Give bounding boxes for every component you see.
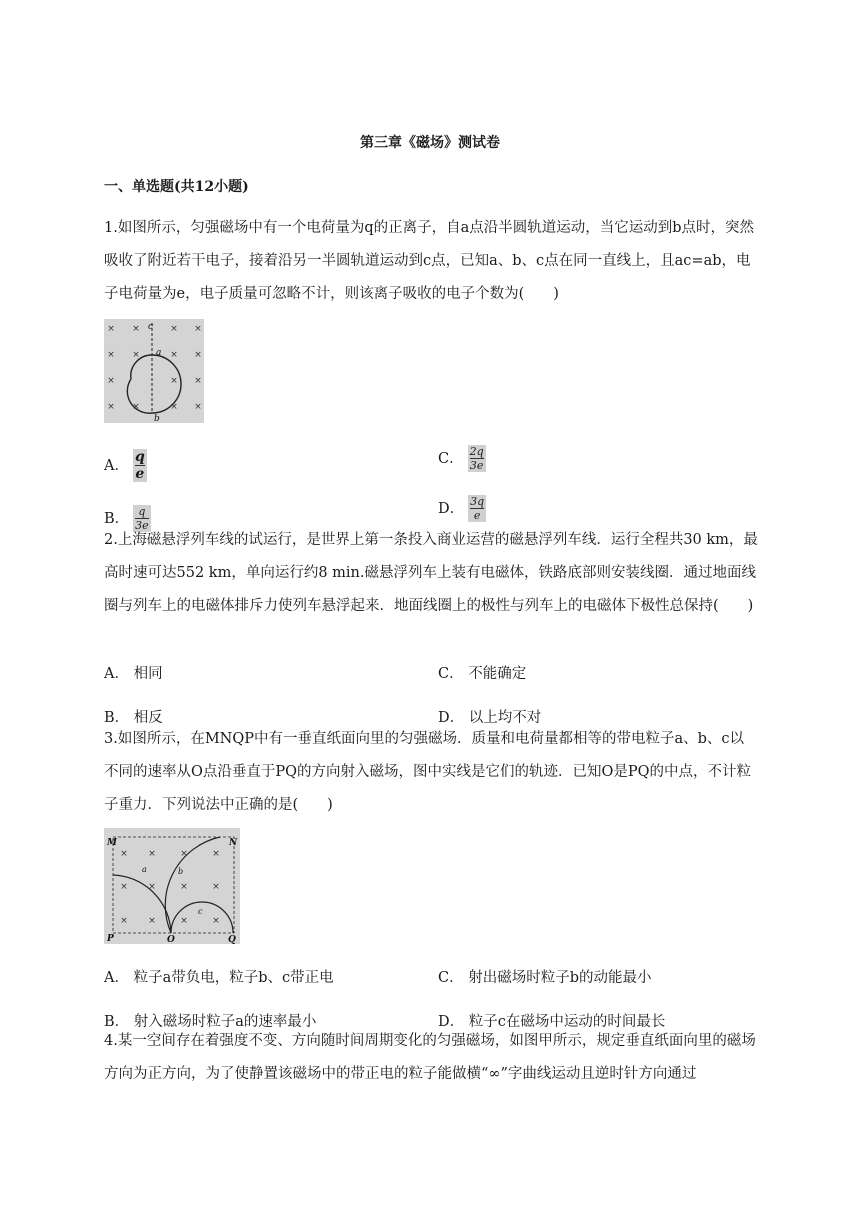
question-1-text: 1.如图所示，匀强磁场中有一个电荷量为q的正离子，自a点沿半圆轨道运动，当它运动到b点时，突然吸收了附近若干电子，接着沿另一半圆轨道运动到c点，已知a、b、c点在同一直线上，且ac=ab，电子电荷量为e，电子质量可忽略不计，则该离子吸收的电子个数为( ): [104, 220, 755, 302]
question-1-figure: [104, 319, 204, 423]
option-label: D．: [438, 710, 465, 726]
svg-text:×: ×: [120, 916, 128, 926]
svg-text:×: ×: [170, 324, 178, 334]
figure-3-label-m: M: [107, 838, 117, 848]
option-label: A．: [104, 666, 129, 682]
svg-text:×: ×: [194, 376, 202, 386]
svg-text:×: ×: [180, 882, 188, 892]
magnetic-field-diagram-1: [104, 319, 204, 423]
svg-text:×: ×: [212, 916, 220, 926]
figure-1-label-c: c: [148, 322, 154, 332]
question-1-option-d[interactable]: [438, 495, 486, 522]
fraction-q-over-e: $\frac{q}{e}$: [134, 449, 145, 482]
option-text: 粒子c在磁场中运动的时间最长: [468, 1014, 666, 1030]
option-text: 射入磁场时粒子a的速率最小: [133, 1014, 317, 1030]
option-text: 相反: [133, 710, 163, 726]
option-label: D．: [438, 500, 465, 517]
svg-text:×: ×: [120, 849, 128, 859]
question-2-option-c[interactable]: [438, 664, 526, 684]
svg-text:×: ×: [107, 324, 115, 334]
svg-text:×: ×: [194, 402, 202, 412]
figure-3-label-q: Q: [228, 935, 236, 944]
fraction-2q-over-3e: $\frac{2q}{3e}$: [469, 445, 484, 472]
question-1-option-a[interactable]: [104, 449, 147, 482]
question-2-option-a[interactable]: [104, 664, 163, 684]
option-label: A．: [104, 970, 129, 986]
question-3-option-c[interactable]: [438, 968, 652, 988]
question-4-text: 4.某一空间存在着强度不变、方向随时间周期变化的匀强磁场，如图甲所示，规定垂直纸面向里的磁场方向为正方向，为了使静置该磁场中的带正电的粒子能做横“∞”字曲线运动且逆时针方向通过: [104, 1033, 756, 1082]
svg-text:×: ×: [107, 402, 115, 412]
svg-text:×: ×: [194, 324, 202, 334]
figure-1-label-a: a: [156, 348, 162, 358]
svg-text:×: ×: [180, 916, 188, 926]
option-label: B．: [104, 510, 130, 527]
option-text: 粒子a带负电，粒子b、c带正电: [133, 970, 334, 986]
svg-text:×: ×: [132, 402, 140, 412]
svg-text:×: ×: [148, 882, 156, 892]
svg-text:×: ×: [132, 350, 140, 360]
question-2-text: 2.上海磁悬浮列车线的试运行，是世界上第一条投入商业运营的磁悬浮列车线．运行全程共30 km，最高时速可达552 km，单向运行约8 min.磁悬浮列车上装有电磁体，铁路底部则安装线圈．通过地面线圈与列车上的电磁体排斥力使列车悬浮起来．地面线圈上的极性与列车上的电磁体下极性总保持( ): [104, 532, 758, 614]
svg-text:×: ×: [170, 350, 178, 360]
question-1-option-c[interactable]: [438, 445, 486, 472]
svg-text:×: ×: [212, 849, 220, 859]
page-title: 第三章《磁场》测试卷: [360, 135, 500, 151]
option-label: D．: [438, 1014, 465, 1030]
figure-3-label-n: N: [229, 838, 238, 848]
option-label: C．: [438, 970, 464, 986]
figure-1-label-b: b: [154, 414, 160, 423]
svg-text:×: ×: [194, 350, 202, 360]
fraction-q-over-3e: $\frac{q}{3e}$: [135, 505, 149, 532]
svg-text:×: ×: [132, 324, 140, 334]
option-text: 以上均不对: [468, 710, 542, 726]
svg-text:×: ×: [170, 402, 178, 412]
question-3-text: 3.如图所示，在MNQP中有一垂直纸面向里的匀强磁场．质量和电荷量都相等的带电粒子a、b、c以不同的速率从O点沿垂直于PQ的方向射入磁场，图中实线是它们的轨迹．已知O是PQ的中点，不计粒子重力．下列说法中正确的是( ): [104, 731, 752, 813]
svg-text:×: ×: [212, 882, 220, 892]
option-label: C．: [438, 450, 464, 467]
figure-3-label-c: c: [198, 907, 203, 916]
magnetic-field-diagram-3: [104, 828, 240, 944]
svg-text:×: ×: [120, 882, 128, 892]
option-text: 不能确定: [468, 666, 527, 682]
question-3-option-a[interactable]: [104, 968, 334, 988]
figure-3-label-b: b: [178, 867, 184, 876]
option-text: 射出磁场时粒子b的动能最小: [468, 970, 652, 986]
svg-text:×: ×: [148, 849, 156, 859]
svg-text:×: ×: [148, 916, 156, 926]
figure-3-label-o: O: [167, 935, 175, 944]
figure-3-label-p: P: [107, 934, 114, 944]
option-label: A．: [104, 457, 129, 474]
option-label: C．: [438, 666, 464, 682]
option-label: B．: [104, 710, 130, 726]
section-heading: 一、单选题(共12小题): [104, 179, 249, 195]
question-3-figure: [104, 828, 240, 944]
svg-text:×: ×: [170, 376, 178, 386]
svg-text:×: ×: [180, 849, 188, 859]
option-label: B．: [104, 1014, 130, 1030]
svg-text:×: ×: [107, 376, 115, 386]
svg-text:×: ×: [107, 350, 115, 360]
fraction-3q-over-e: $\frac{3q}{e}$: [470, 495, 485, 522]
figure-3-label-a: a: [142, 865, 147, 874]
option-text: 相同: [133, 666, 163, 682]
